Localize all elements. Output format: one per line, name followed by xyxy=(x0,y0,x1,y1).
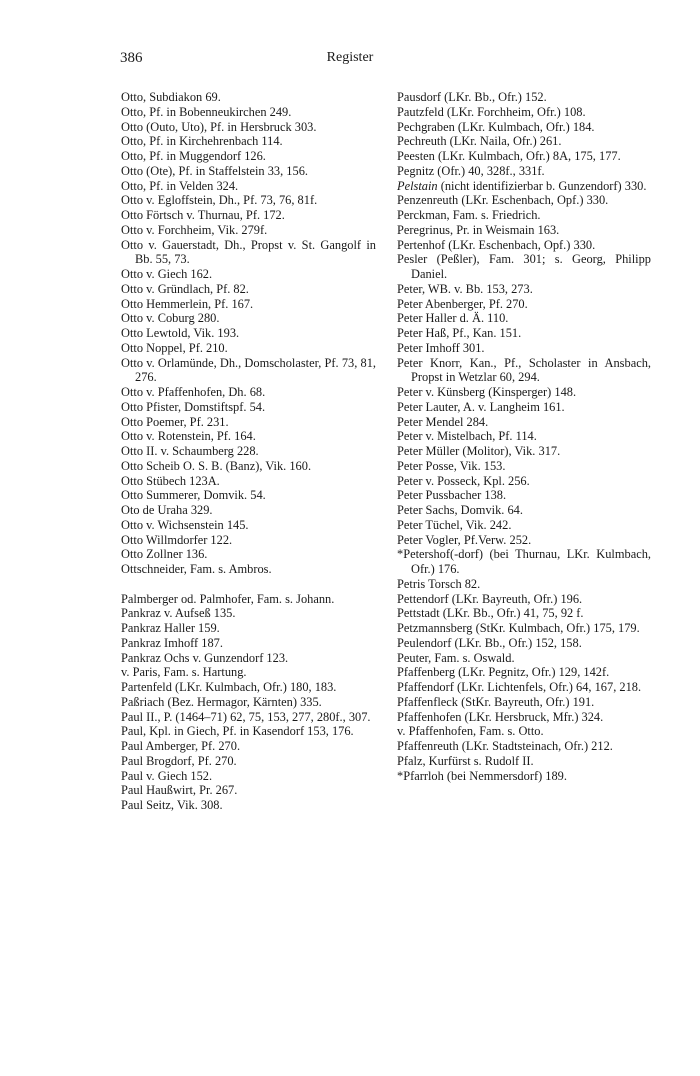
section-gap xyxy=(121,577,376,592)
index-entry: Oto de Uraha 329. xyxy=(121,503,213,517)
index-entry: Peter v. Posseck, Kpl. 256. xyxy=(397,473,530,488)
index-entry: Otto v. Gründlach, Pf. 82. xyxy=(121,281,249,296)
index-entry: Peter Sachs, Domvik. 64. xyxy=(397,503,523,517)
index-entry: Otto Noppel, Pf. 210. xyxy=(121,340,228,355)
index-entry: Otto Hemmerlein, Pf. 167. xyxy=(121,296,254,311)
index-entry: Peter Tüchel, Vik. 242. xyxy=(397,517,512,532)
index-entry: Peter Müller (Molitor), Vik. 317. xyxy=(397,444,561,458)
index-entry: Palmberger od. Palmhofer, Fam. s. Johann. xyxy=(121,591,335,606)
index-entry: Paul v. Giech 152. xyxy=(121,768,213,783)
index-entry: Peter Imhoff 301. xyxy=(397,340,485,355)
index-entry: Peter Posse, Vik. 153. xyxy=(397,458,506,473)
index-entry: Otto, Subdiakon 69. xyxy=(121,90,221,104)
index-entry: Peter Haß, Pf., Kan. 151. xyxy=(397,326,522,340)
index-entry: Paßriach (Bez. Hermagor, Kärnten) 335. xyxy=(121,694,322,709)
index-entry: Otto II. v. Schaumberg 228. xyxy=(121,444,259,458)
index-entry: Peulendorf (LKr. Bb., Ofr.) 152, 158. xyxy=(397,635,582,650)
index-entry: Partenfeld (LKr. Kulmbach, Ofr.) 180, 183. xyxy=(121,680,337,694)
index-entry: Pfaffenreuth (LKr. Stadtsteinach, Ofr.) 212. xyxy=(397,739,613,753)
index-entry: Pautzfeld (LKr. Forchheim, Ofr.) 108. xyxy=(397,104,586,119)
index-entry: Peter Pussbacher 138. xyxy=(397,488,507,503)
index-entry: Otto (Outo, Uto), Pf. in Hersbruck 303. xyxy=(121,119,317,134)
index-entry: Paul Amberger, Pf. 270. xyxy=(121,739,241,753)
page-number: 386 xyxy=(120,50,143,66)
index-entry: Pelstain (nicht identifizierbar b. Gunzendorf) 330. xyxy=(397,178,647,193)
index-entry: Paul Brogdorf, Pf. 270. xyxy=(121,753,237,768)
index-entry: Pechreuth (LKr. Naila, Ofr.) 261. xyxy=(397,134,562,149)
index-entry: Penzenreuth (LKr. Eschenbach, Opf.) 330. xyxy=(397,193,609,208)
index-entry: Pankraz Haller 159. xyxy=(121,621,220,635)
index-entry: Petris Torsch 82. xyxy=(397,576,481,591)
index-entry: Paul II., P. (1464–71) 62, 75, 153, 277, 280f., 307. xyxy=(121,709,371,724)
index-entry: Pankraz Imhoff 187. xyxy=(121,635,223,650)
index-entry: Pfaffenfleck (StKr. Bayreuth, Ofr.) 191. xyxy=(397,694,595,709)
index-entry: Otto v. Forchheim, Vik. 279f. xyxy=(121,222,268,237)
index-entry: Otto v. Orlamünde, Dh., Domscholaster, Pf. 73, 81, 276. xyxy=(121,355,376,385)
index-entry: Otto Lewtold, Vik. 193. xyxy=(121,326,240,340)
index-entry: Peter Haller d. Ä. 110. xyxy=(397,311,509,326)
index-entry: Peter v. Künsberg (Kinsperger) 148. xyxy=(397,385,577,399)
index-column-left xyxy=(121,90,376,813)
index-entry: Otto, Pf. in Kirchehrenbach 114. xyxy=(121,134,283,149)
index-entry: Otto v. Wichsenstein 145. xyxy=(121,517,249,532)
index-entry: Otto v. Rotenstein, Pf. 164. xyxy=(121,429,256,444)
italic-placename: Pelstain xyxy=(397,178,438,193)
index-entry: Otto Willmdorfer 122. xyxy=(121,532,233,547)
index-entry: Pettendorf (LKr. Bayreuth, Ofr.) 196. xyxy=(397,591,583,606)
index-entry: Peregrinus, Pr. in Weismain 163. xyxy=(397,222,560,237)
index-entry: Peesten (LKr. Kulmbach, Ofr.) 8A, 175, 177. xyxy=(397,149,621,163)
index-entry: Peter Knorr, Kan., Pf., Scholaster in Ansbach, Propst in Wetzlar 60, 294. xyxy=(397,355,651,385)
index-entry: Pankraz v. Aufseß 135. xyxy=(121,606,236,621)
index-entry: Otto, Pf. in Velden 324. xyxy=(121,178,239,193)
index-entry: Peter Mendel 284. xyxy=(397,414,489,429)
index-entry: Paul Seitz, Vik. 308. xyxy=(121,798,223,812)
index-entry: Otto v. Egloffstein, Dh., Pf. 73, 76, 81f. xyxy=(121,193,318,208)
index-entry: *Pfarrloh (bei Nemmersdorf) 189. xyxy=(397,768,567,783)
index-entry: Perckman, Fam. s. Friedrich. xyxy=(397,208,541,222)
index-entry: Pegnitz (Ofr.) 40, 328f., 331f. xyxy=(397,163,545,178)
index-entry: Otto Zollner 136. xyxy=(121,547,208,562)
page-header xyxy=(120,50,580,70)
index-entry: Otto v. Coburg 280. xyxy=(121,311,220,326)
index-entry: Paul, Kpl. in Giech, Pf. in Kasendorf 153, 176. xyxy=(121,724,354,739)
index-entry: Peter, WB. v. Bb. 153, 273. xyxy=(397,281,533,296)
index-entry: Otto (Ote), Pf. in Staffelstein 33, 156. xyxy=(121,163,308,178)
index-column-right xyxy=(397,90,651,783)
index-entry: Otto v. Gauerstadt, Dh., Propst v. St. Gangolf in Bb. 55, 73. xyxy=(121,237,376,267)
index-entry: v. Paris, Fam. s. Hartung. xyxy=(121,665,247,680)
index-entry: Pfaffendorf (LKr. Lichtenfels, Ofr.) 64, 167, 218. xyxy=(397,680,642,694)
index-entry: *Petershof(-dorf) (bei Thurnau, LKr. Kulmbach, Ofr.) 176. xyxy=(397,547,651,576)
index-entry: Peter Abenberger, Pf. 270. xyxy=(397,296,528,311)
index-entry: Peter Lauter, A. v. Langheim 161. xyxy=(397,399,565,414)
index-entry: Pfaffenberg (LKr. Pegnitz, Ofr.) 129, 142f. xyxy=(397,665,610,680)
index-entry: Pausdorf (LKr. Bb., Ofr.) 152. xyxy=(397,90,547,104)
index-entry: Petzmannsberg (StKr. Kulmbach, Ofr.) 175, 179. xyxy=(397,621,640,635)
index-entry: Otto, Pf. in Bobenneukirchen 249. xyxy=(121,104,292,119)
index-entry: Otto Scheib O. S. B. (Banz), Vik. 160. xyxy=(121,458,312,473)
index-entry: Pesler (Peßler), Fam. 301; s. Georg, Philipp Daniel. xyxy=(397,252,651,281)
index-entry: Otto Poemer, Pf. 231. xyxy=(121,414,229,429)
index-entry: Otto v. Giech 162. xyxy=(121,267,213,281)
index-entry: v. Pfaffenhofen, Fam. s. Otto. xyxy=(397,724,544,739)
index-entry: Otto v. Pfaffenhofen, Dh. 68. xyxy=(121,385,266,399)
index-entry: Paul Haußwirt, Pr. 267. xyxy=(121,783,238,798)
index-entry: Otto Summerer, Domvik. 54. xyxy=(121,488,266,503)
index-entry: Pechgraben (LKr. Kulmbach, Ofr.) 184. xyxy=(397,119,595,134)
index-entry: Otto, Pf. in Muggendorf 126. xyxy=(121,149,266,163)
index-entry: Pfalz, Kurfürst s. Rudolf II. xyxy=(397,753,534,768)
index-entry: Pfaffenhofen (LKr. Hersbruck, Mfr.) 324. xyxy=(397,709,604,724)
index-entry: Otto Stübech 123A. xyxy=(121,473,220,488)
index-entry: Otto Förtsch v. Thurnau, Pf. 172. xyxy=(121,208,285,222)
index-entry: Ottschneider, Fam. s. Ambros. xyxy=(121,562,272,576)
index-entry: Peter Vogler, Pf.Verw. 252. xyxy=(397,532,532,547)
index-entry: Otto Pfister, Domstiftspf. 54. xyxy=(121,399,266,414)
index-entry: Peter v. Mistelbach, Pf. 114. xyxy=(397,429,537,444)
index-entry: Pankraz Ochs v. Gunzendorf 123. xyxy=(121,650,289,665)
index-entry: Peuter, Fam. s. Oswald. xyxy=(397,650,515,665)
index-entry: Pertenhof (LKr. Eschenbach, Opf.) 330. xyxy=(397,237,596,252)
running-head-title: Register xyxy=(326,50,374,65)
index-entry: Pettstadt (LKr. Bb., Ofr.) 41, 75, 92 f. xyxy=(397,606,584,621)
